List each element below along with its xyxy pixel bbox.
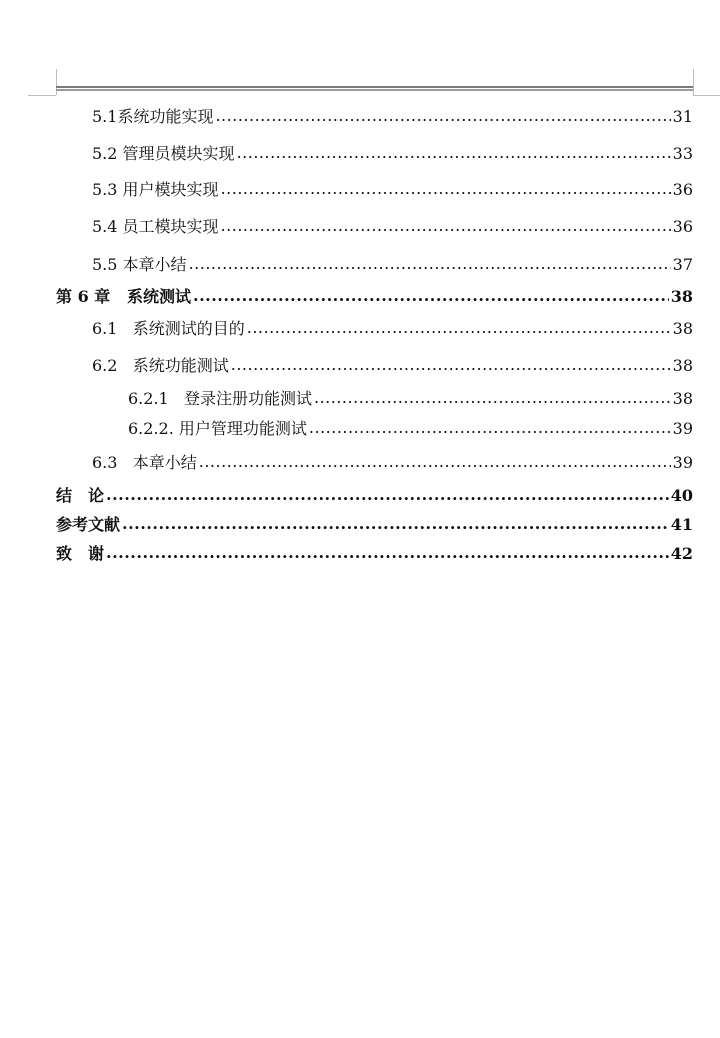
toc-entry-page: 36 [672,180,693,199]
toc-entry-title: 用户模块实现 [122,180,219,199]
toc-entry-page: 41 [670,515,693,534]
toc-entry-page: 42 [670,544,693,563]
toc-leader-dots [309,418,671,437]
toc-entry-title: 本章小结 [122,255,187,274]
page-header-corner-right-vertical [693,69,694,95]
toc-entry-title: 系统功能实现 [117,107,214,126]
toc-leader-dots [122,514,669,533]
toc-entry-page: 38 [672,319,693,338]
toc-entry-title: 本章小结 [132,453,197,472]
toc-entry-page: 37 [672,255,693,274]
toc-entry-acknowledgements[interactable] [56,541,693,564]
toc-entry-number: 第 6 章 [56,287,111,306]
toc-entry-title: 管理员模块实现 [122,144,235,163]
toc-leader-dots [106,485,669,504]
toc-entry-title: 系统测试的目的 [132,319,245,338]
toc-entry-6-1[interactable] [92,316,693,339]
toc-entry-number: 5.4 [92,217,118,236]
toc-entry-chapter-6[interactable] [56,284,693,307]
toc-entry-page: 33 [672,144,693,163]
toc-entry-number: 6.2.1 [128,389,169,408]
toc-entry-number: 6.2.2. [128,419,174,438]
toc-entry-page: 39 [672,453,693,472]
toc-leader-dots [247,318,671,337]
toc-entry-title: 登录注册功能测试 [183,389,312,408]
toc-entry-number: 5.1 [92,107,118,126]
toc-entry-page: 38 [672,356,693,375]
toc-entry-number: 6.1 [92,319,118,338]
toc-leader-dots [314,388,671,407]
page-header-corner-right [693,95,720,96]
toc-leader-dots [106,543,669,562]
toc-entry-number: 5.2 [92,144,118,163]
toc-entry-5-3[interactable] [92,177,693,200]
toc-leader-dots [237,143,671,162]
toc-leader-dots [189,254,671,273]
toc-entry-number: 5.3 [92,180,118,199]
toc-leader-dots [221,216,671,235]
toc-entry-references[interactable] [56,512,693,535]
toc-entry-page: 36 [672,217,693,236]
toc-entry-number: 参考文献 [56,515,121,534]
toc-entry-number: 6.3 [92,453,118,472]
toc-entry-conclusion[interactable] [56,483,693,506]
toc-entry-page: 31 [672,107,693,126]
toc-entry-6-3[interactable] [92,450,693,473]
toc-entry-5-4[interactable] [92,214,693,237]
page-header-corner-left-vertical [56,69,57,95]
toc-leader-dots [231,355,671,374]
toc-leader-dots [221,179,671,198]
toc-entry-number: 5.5 [92,255,118,274]
toc-entry-page: 40 [670,486,693,505]
toc-entry-6-2-1[interactable] [128,386,693,409]
toc-entry-5-1[interactable] [92,104,693,127]
toc-leader-dots [215,106,670,125]
toc-entry-page: 39 [672,419,693,438]
toc-entry-6-2-2[interactable] [128,416,693,439]
toc-entry-number: 致 谢 [56,544,105,563]
toc-entry-title: 员工模块实现 [122,217,219,236]
toc-entry-page: 38 [670,287,693,306]
toc-entry-5-2[interactable] [92,141,693,164]
toc-leader-dots [199,452,671,471]
toc-entry-title: 用户管理功能测试 [178,419,307,438]
toc-entry-5-5[interactable] [92,252,693,275]
toc-entry-title: 系统测试 [127,287,192,306]
toc-leader-dots [193,286,669,305]
toc-entry-6-2[interactable] [92,353,693,376]
toc-entry-number: 6.2 [92,356,118,375]
page-header-rule [56,86,693,91]
page-header-corner-left [28,95,56,96]
toc-entry-page: 38 [672,389,693,408]
toc-entry-number: 结 论 [56,486,105,505]
toc-entry-title: 系统功能测试 [132,356,229,375]
